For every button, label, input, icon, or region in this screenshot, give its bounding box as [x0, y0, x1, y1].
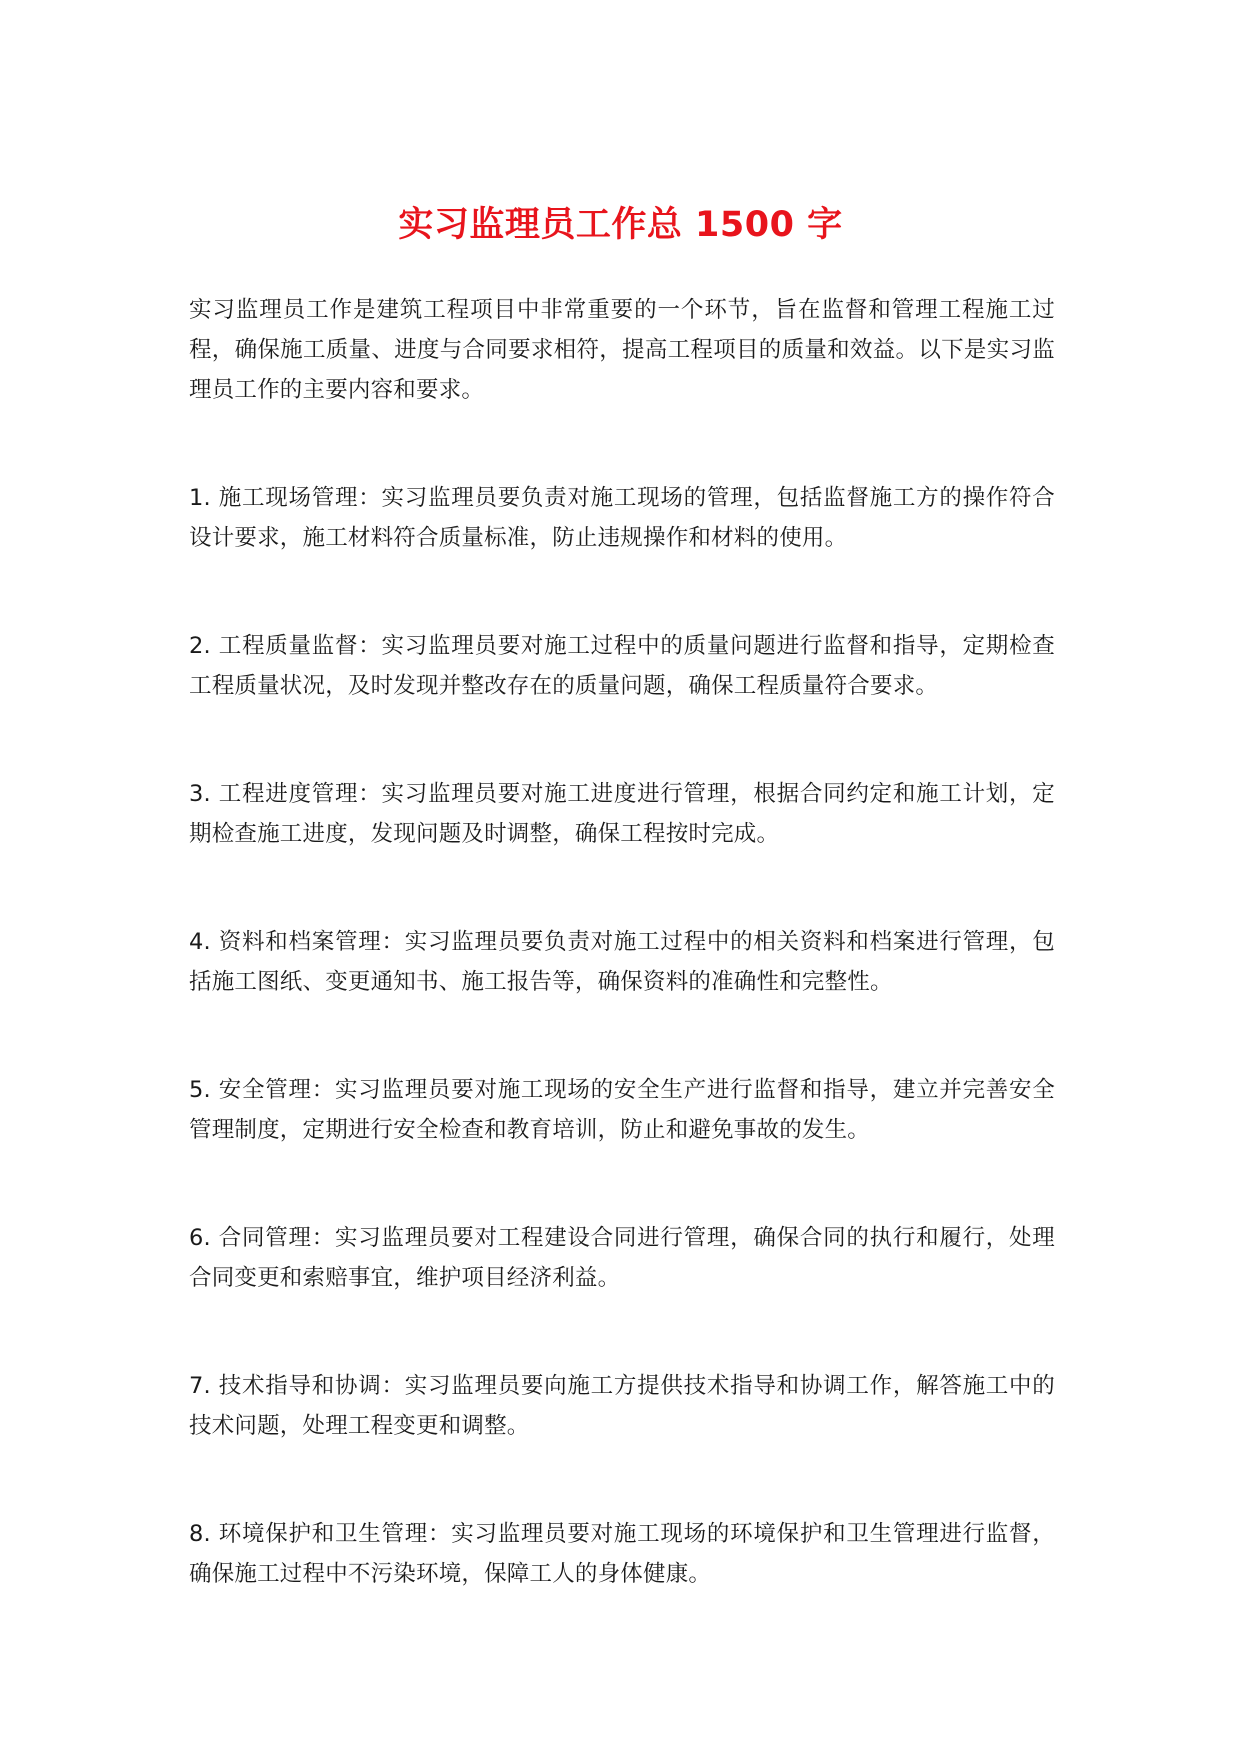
- list-item: 2. 工程质量监督：实习监理员要对施工过程中的质量问题进行监督和指导，定期检查工程质量状况，及时发现并整改存在的质量问题，确保工程质量符合要求。: [189, 633, 1055, 699]
- list-item: 4. 资料和档案管理：实习监理员要负责对施工过程中的相关资料和档案进行管理，包括施工图纸、变更通知书、施工报告等，确保资料的准确性和完整性。: [189, 929, 1055, 995]
- list-item: 5. 安全管理：实习监理员要对施工现场的安全生产进行监督和指导，建立并完善安全管理制度，定期进行安全检查和教育培训，防止和避免事故的发生。: [189, 1077, 1055, 1143]
- list-item: 1. 施工现场管理：实习监理员要负责对施工现场的管理，包括监督施工方的操作符合设计要求，施工材料符合质量标准，防止违规操作和材料的使用。: [189, 485, 1055, 551]
- document-title: 实习监理员工作总 1500 字: [398, 205, 843, 246]
- list-item: 7. 技术指导和协调：实习监理员要向施工方提供技术指导和协调工作，解答施工中的技术问题，处理工程变更和调整。: [189, 1373, 1055, 1439]
- document-body: [189, 290, 1055, 1594]
- intro-paragraph: 实习监理员工作是建筑工程项目中非常重要的一个环节，旨在监督和管理工程施工过程，确保施工质量、进度与合同要求相符，提高工程项目的质量和效益。以下是实习监理员工作的主要内容和要求。: [189, 297, 1055, 403]
- list-item: 8. 环境保护和卫生管理：实习监理员要对施工现场的环境保护和卫生管理进行监督，确保施工过程中不污染环境，保障工人的身体健康。: [189, 1521, 1055, 1587]
- list-item: 3. 工程进度管理：实习监理员要对施工进度进行管理，根据合同约定和施工计划，定期检查施工进度，发现问题及时调整，确保工程按时完成。: [189, 781, 1055, 847]
- list-item: 6. 合同管理：实习监理员要对工程建设合同进行管理，确保合同的执行和履行，处理合同变更和索赔事宜，维护项目经济利益。: [189, 1225, 1055, 1291]
